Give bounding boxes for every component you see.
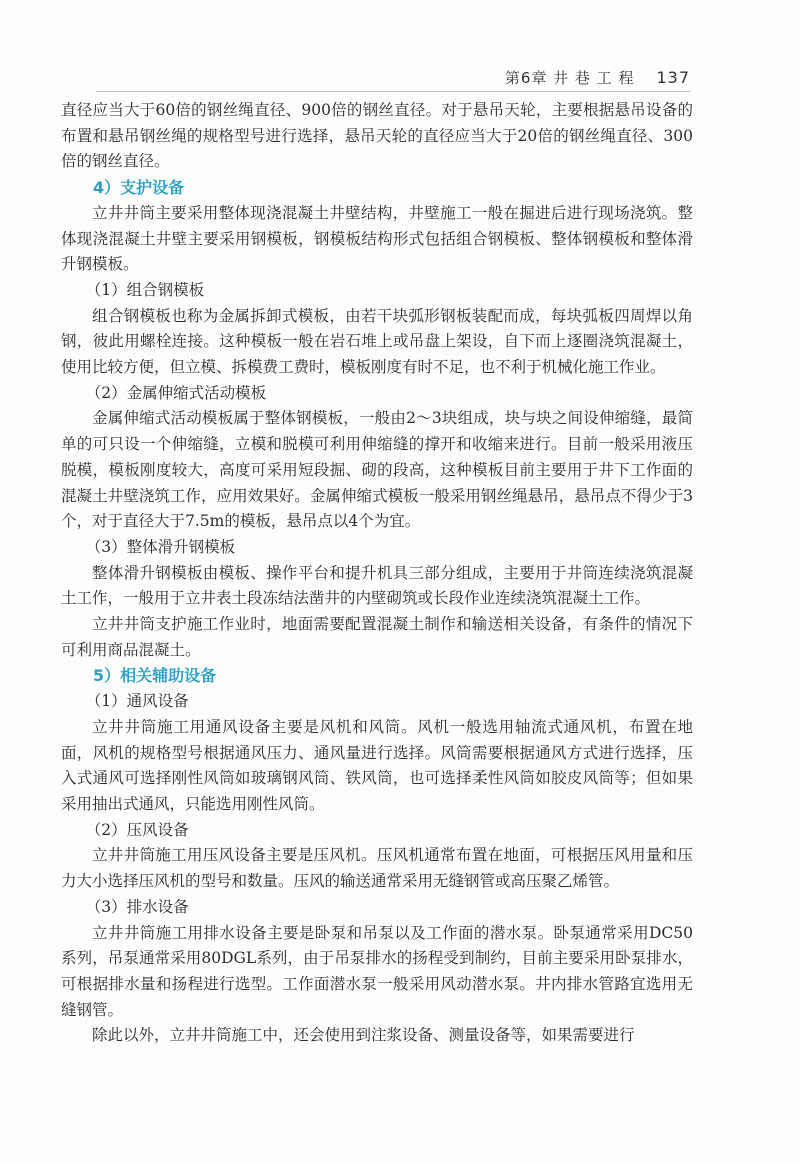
subsection-heading: （1）通风设备: [85, 692, 189, 711]
paragraph: 整体滑升钢模板由模板、操作平台和提升机具三部分组成，主要用于井筒连续浇筑混凝土工作，一般用于立井表土段冻结法凿井的内壁砌筑或长段作业连续浇筑混凝土工作。: [61, 563, 693, 608]
body-text: [61, 98, 693, 1049]
section-heading: 4）支护设备: [93, 178, 185, 198]
page-number: 137: [656, 67, 690, 87]
paragraph: 立井井筒主要采用整体现浇混凝土井壁结构，井壁施工一般在掘进后进行现场浇筑。整体现浇混凝土井壁主要采用钢模板，钢模板结构形式包括组合钢模板、整体钢模板和整体滑升钢模板。: [61, 203, 693, 274]
subsection-heading: （2）金属伸缩式活动模板: [85, 383, 267, 402]
running-header: [96, 66, 690, 88]
paragraph: 除此以外，立井井筒施工中，还会使用到注浆设备、测量设备等，如果需要进行: [92, 1026, 635, 1045]
paragraph: 直径应当大于60倍的钢丝绳直径、900倍的钢丝直径。对于悬吊天轮，主要根据悬吊设备的布置和悬吊钢丝绳的规格型号进行选择，悬吊天轮的直径应当大于20倍的钢丝绳直径、300倍的钢丝直径。: [61, 101, 693, 171]
header-rule: [96, 91, 690, 92]
chapter-title: 第6章 井 巷 工 程: [504, 68, 635, 87]
subsection-heading: （3）整体滑升钢模板: [85, 537, 236, 556]
paragraph: 立井井筒施工用排水设备主要是卧泵和吊泵以及工作面的潜水泵。卧泵通常采用DC50系列，吊泵通常采用80DGL系列，由于吊泵排水的扬程受到制约，目前主要采用卧泵排水，可根据排水量和扬程进行选型。工作面潜水泵一般采用风动潜水泵。井内排水管路宜选用无缝钢管。: [61, 923, 693, 1019]
paragraph: 金属伸缩式活动模板属于整体钢模板，一般由2～3块组成，块与块之间设伸缩缝，最简单的可只设一个伸缩缝，立模和脱模可利用伸缩缝的撑开和收缩来进行。目前一般采用液压脱模，模板刚度较大，高度可采用短段掘、砌的段高，这种模板目前主要用于井下工作面的混凝土井壁浇筑工作，应用效果好。金属伸缩式模板一般采用钢丝绳悬吊，悬吊点不得少于3个，对于直径大于7.5m的模板，悬吊点以4个为宜。: [61, 409, 693, 531]
paragraph: 组合钢模板也称为金属拆卸式模板，由若干块弧形钢板装配而成，每块弧板四周焊以角钢，彼此用螺栓连接。这种模板一般在岩石堆上或吊盘上架设，自下而上逐圈浇筑混凝土，使用比较方便，但立模、拆模费工费时，模板刚度有时不足，也不利于机械化施工作业。: [61, 306, 693, 377]
section-heading: 5）相关辅助设备: [93, 666, 217, 686]
paragraph: 立井井筒施工用压风设备主要是压风机。压风机通常布置在地面，可根据压风用量和压力大小选择压风机的型号和数量。压风的输送通常采用无缝钢管或高压聚乙烯管。: [61, 846, 693, 891]
subsection-heading: （2）压风设备: [85, 820, 189, 839]
paragraph: 立井井筒支护施工作业时，地面需要配置混凝土制作和输送相关设备，有条件的情况下可利用商品混凝土。: [61, 615, 693, 659]
subsection-heading: （3）排水设备: [85, 897, 189, 916]
subsection-heading: （1）组合钢模板: [85, 280, 205, 299]
paragraph: 立井井筒施工用通风设备主要是风机和风筒。风机一般选用轴流式通风机，布置在地面，风机的规格型号根据通风压力、通风量进行选择。风筒需要根据通风方式进行选择，压入式通风可选择刚性风筒如玻璃钢风筒、铁风筒，也可选择柔性风筒如胶皮风筒等；但如果采用抽出式通风，只能选用刚性风筒。: [61, 717, 693, 813]
